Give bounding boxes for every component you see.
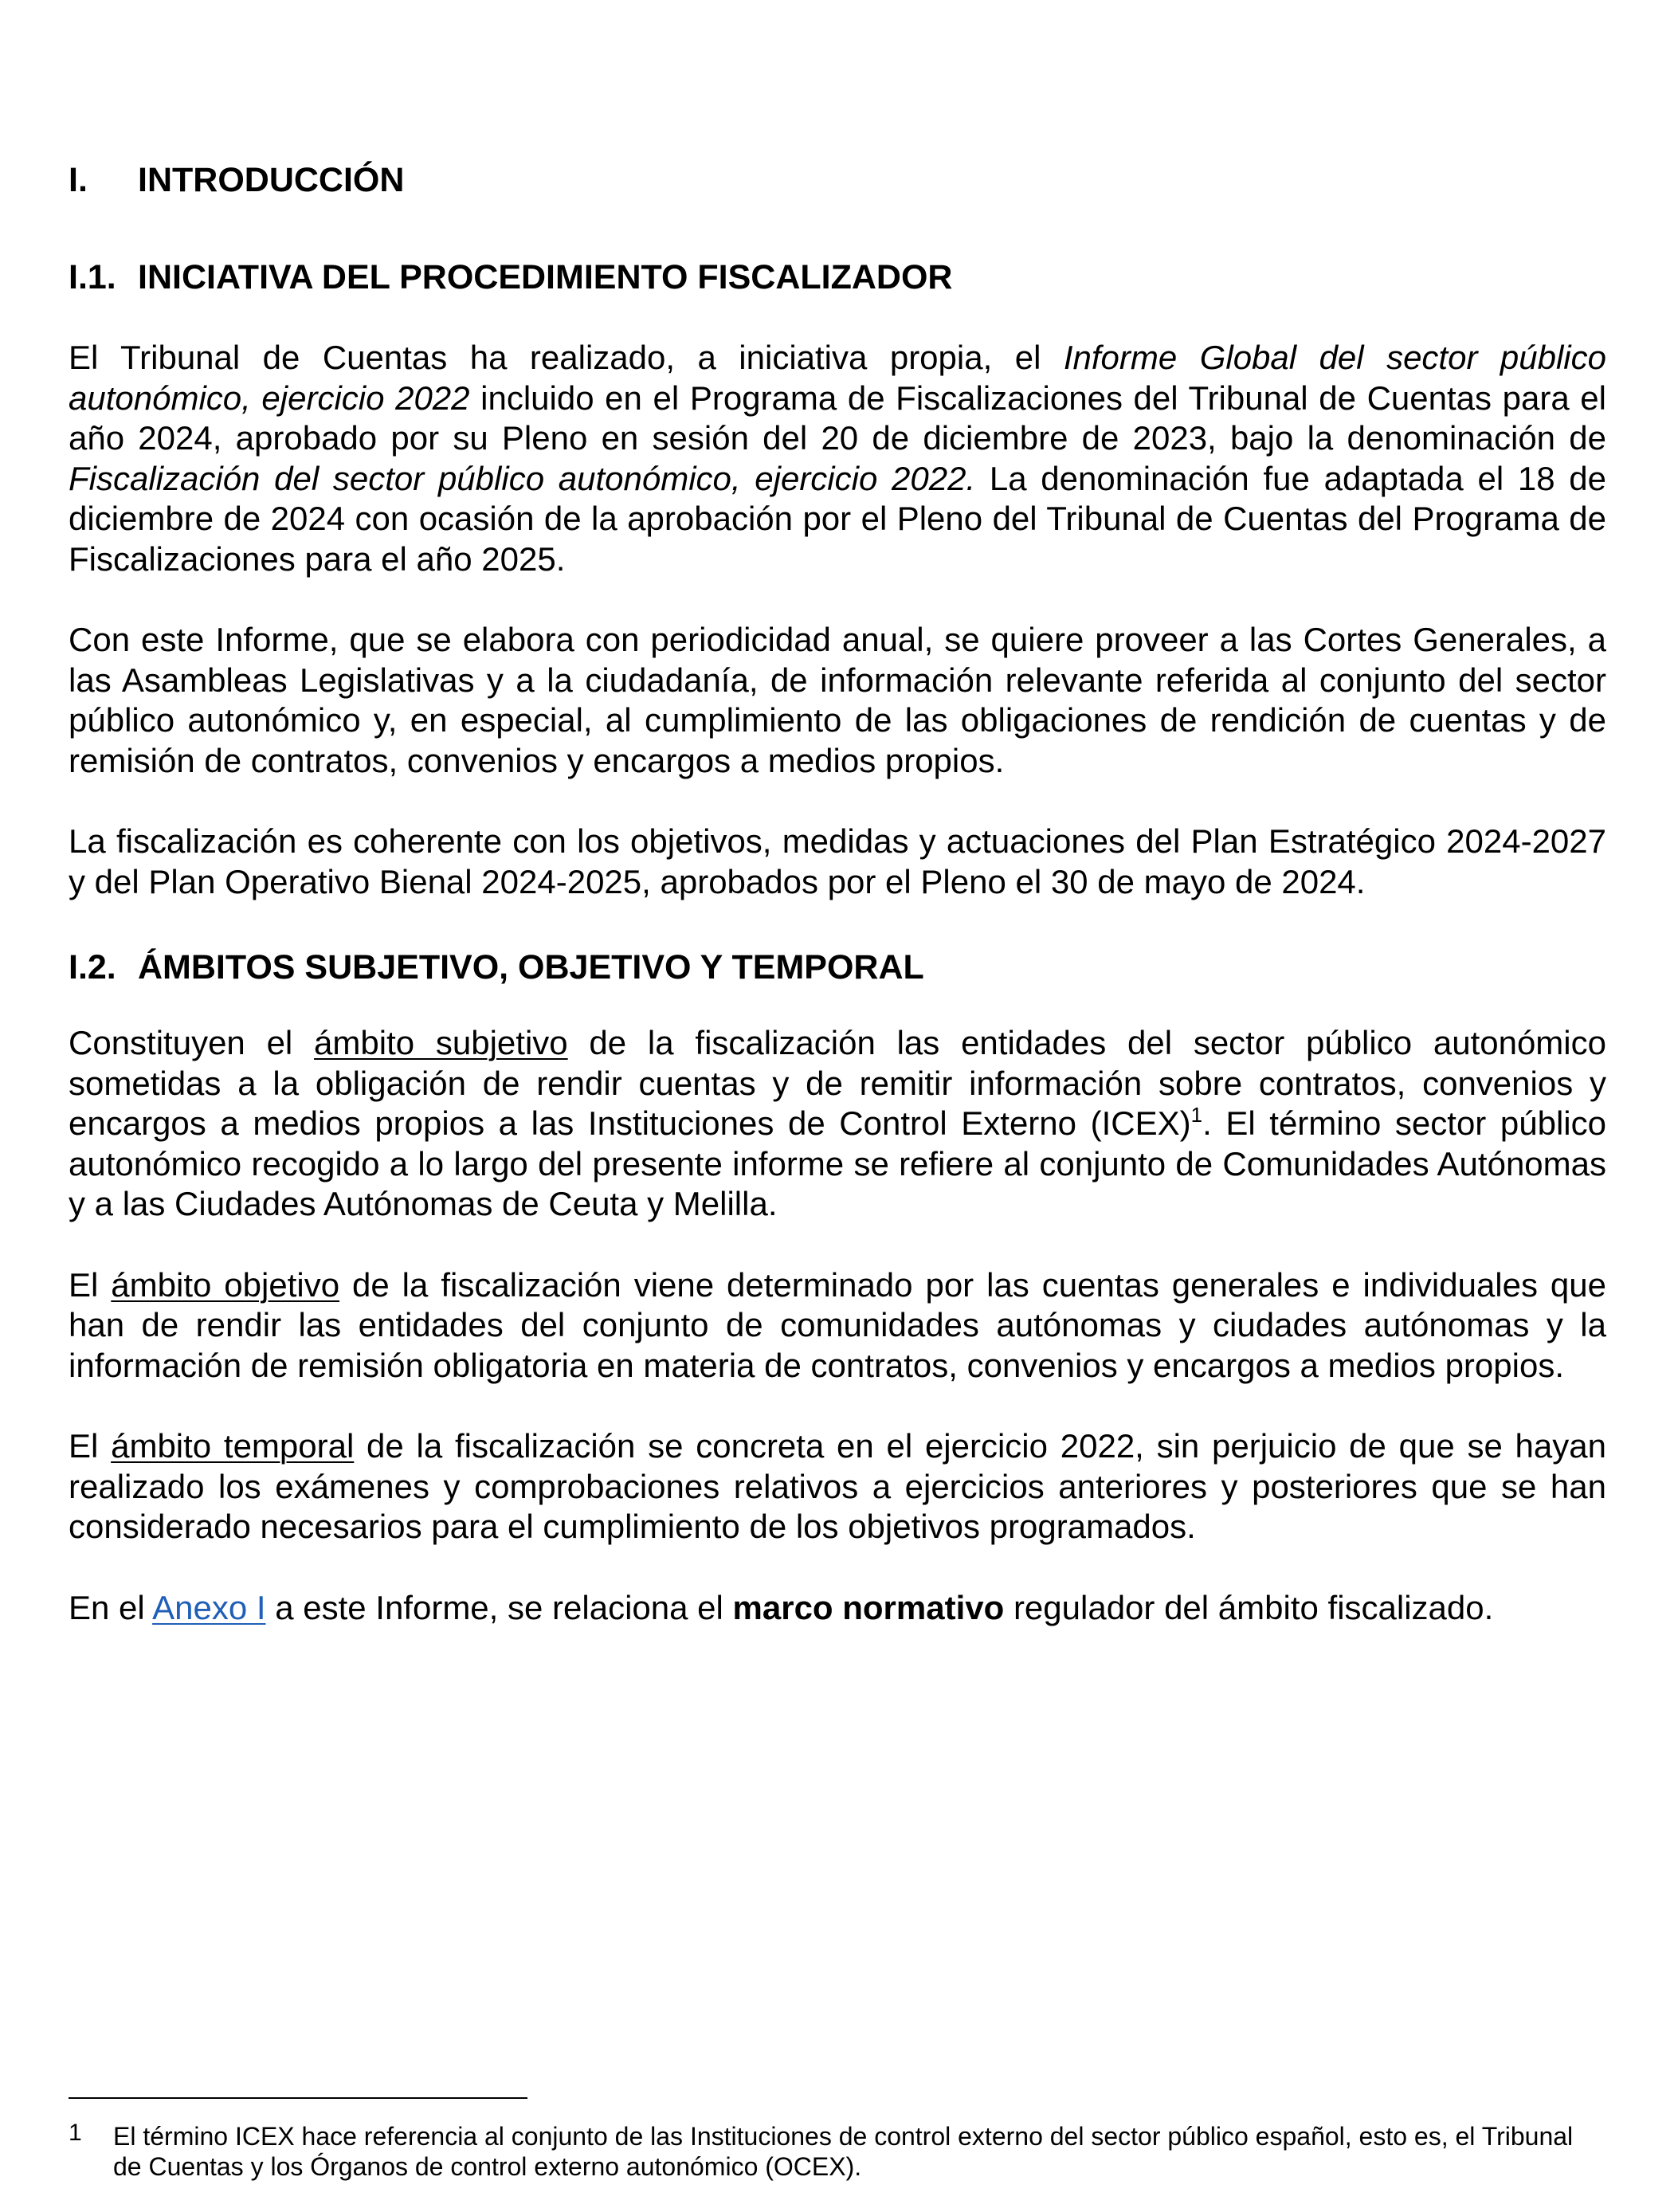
text-run: La denominación fue adaptada el 18 de diciembre de 2024 con ocasión de la aprobación por el Pleno del Tribunal de Cuentas del Programa de Fiscalizaciones para el año 2025.: [69, 459, 1607, 578]
text-run: El: [69, 1265, 112, 1304]
underlined-term: ámbito subjetivo: [314, 1024, 568, 1061]
paragraph-ambito-subjetivo: [69, 1023, 1606, 1225]
footnote-reference[interactable]: 1: [1190, 1103, 1203, 1127]
text-run: regulador del ámbito fiscalizado.: [1004, 1588, 1494, 1626]
footnote-number: 1: [69, 2120, 82, 2146]
italic-fiscalizacion-title: Fiscalización del sector público autonómico, ejercicio 2022.: [69, 459, 976, 497]
italic-report-title: Informe Global del sector público autonómico, ejercicio 2022: [69, 339, 1606, 417]
subsection-title: ÁMBITOS SUBJETIVO, OBJETIVO Y TEMPORAL: [138, 948, 924, 986]
footnote-separator: [69, 2097, 527, 2099]
subsection-title: INICIATIVA DEL PROCEDIMIENTO FISCALIZADOR: [138, 258, 953, 296]
subsection-number: I.1.: [69, 258, 116, 296]
section-number: I.: [69, 161, 88, 199]
text-run: incluido en el Programa de Fiscalizaciones del Tribunal de Cuentas para el año 2024, aprobado por su Pleno en sesión del 20 de diciembre de 2023, bajo la denominación de: [69, 378, 1606, 457]
anexo-link[interactable]: Anexo I: [152, 1588, 266, 1626]
subsection-heading-iniciativa: [69, 253, 1606, 301]
paragraph-iniciativa: [69, 338, 1606, 579]
underlined-term: ámbito temporal: [111, 1427, 355, 1465]
text-run: de la fiscalización viene determinado por las cuentas generales e individuales que han de rendir las entidades del conjunto de comunidades autónomas y ciudades autónomas y la información de remisión obligatoria en materia de contratos, convenios y encargos a medios propios.: [69, 1265, 1607, 1384]
text-run: El: [69, 1427, 112, 1465]
subsection-number: I.2.: [69, 948, 116, 986]
paragraph-objetivo-informe: Con este Informe, que se elabora con periodicidad anual, se quiere proveer a las Cortes Generales, a las Asambleas Legislativas y a la ciudadanía, de información relevante referida al conjunto del sector público autonómico y, en especial, al cumplimiento de las obligaciones de rendición de cuentas y de remisión de contratos, convenios y encargos a medios propios.: [69, 621, 1606, 779]
text-run: de la fiscalización las entidades del sector público autonómico sometidas a la obligación de rendir cuentas y de remitir información sobre contratos, convenios y encargos a medios propios a las Instituciones de Control Externo (ICEX): [69, 1024, 1606, 1142]
text-run: de la fiscalización se concreta en el ejercicio 2022, sin perjuicio de que se hayan realizado los exámenes y comprobaciones relativos a ejercicios anteriores y posteriores que se han considerado necesarios para el cumplimiento de los objetivos programados.: [69, 1427, 1606, 1545]
underlined-term: ámbito objetivo: [111, 1265, 340, 1304]
subsection-heading-ambitos: [69, 943, 1606, 991]
bold-term: marco normativo: [732, 1588, 1005, 1626]
page-content: [69, 156, 1606, 1628]
text-run: Constituyen el: [69, 1024, 315, 1061]
paragraph-marco-normativo: [69, 1588, 1606, 1629]
section-heading-introduccion: [69, 156, 1606, 204]
text-run: a este Informe, se relaciona el: [265, 1588, 733, 1626]
paragraph-ambito-temporal: [69, 1426, 1606, 1547]
section-title: INTRODUCCIÓN: [138, 161, 405, 199]
paragraph-ambito-objetivo: [69, 1265, 1606, 1386]
text-run: El Tribunal de Cuentas ha realizado, a iniciativa propia, el: [69, 339, 1064, 376]
paragraph-plan-estrategico: La fiscalización es coherente con los objetivos, medidas y actuaciones del Plan Estratégico 2024-2027 y del Plan Operativo Bienal 2024-2025, aprobados por el Pleno el 30 de mayo de 2024.: [69, 822, 1606, 900]
text-run: . El término sector público autonómico recogido a lo largo del presente informe se refiere al conjunto de Comunidades Autónomas y a las Ciudades Autónomas de Ceuta y Melilla.: [69, 1104, 1606, 1222]
footnote-text: El término ICEX hace referencia al conjunto de las Instituciones de control externo del sector público español, esto es, el Tribunal de Cuentas y los Órganos de control externo autonómico (OCEX).: [113, 2122, 1574, 2181]
footnote: [69, 2121, 1606, 2182]
text-run: En el: [69, 1588, 153, 1626]
